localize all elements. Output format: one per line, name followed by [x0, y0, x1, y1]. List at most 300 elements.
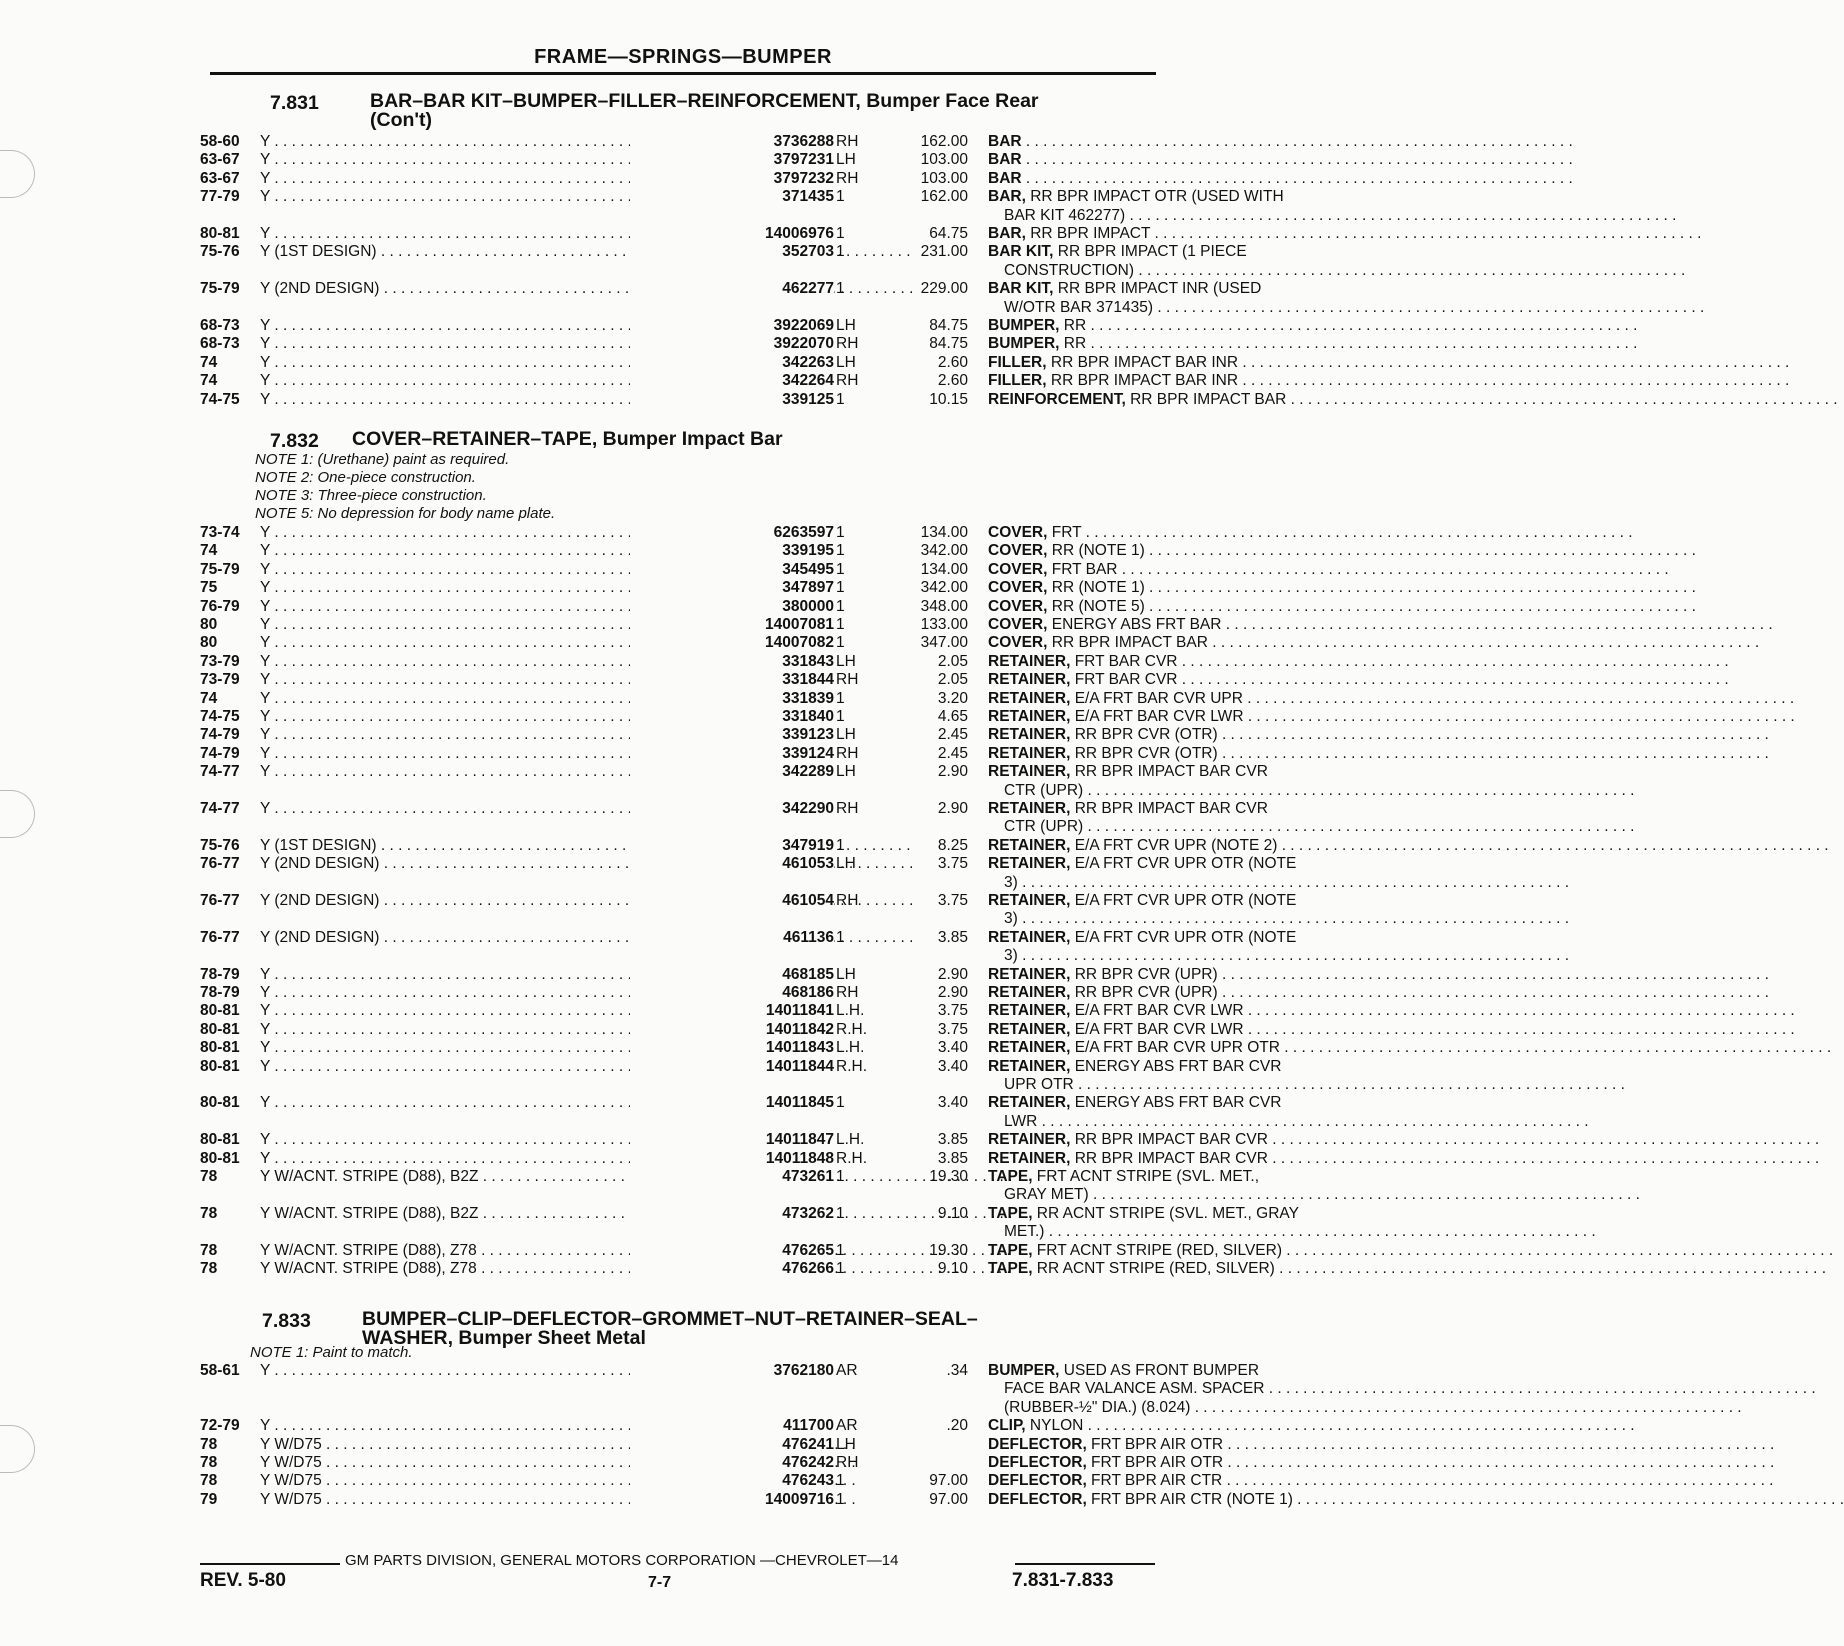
quantity: R.H.	[836, 1057, 867, 1075]
price: 162.00	[920, 133, 968, 150]
price: 342.00	[920, 579, 968, 597]
model-year: 76-77	[200, 928, 240, 946]
model-year: 78-79	[200, 984, 240, 1001]
part-number: 14011845	[630, 1094, 834, 1112]
part-name	[988, 317, 1358, 335]
price: 342.00	[920, 542, 968, 560]
model-year: 74	[200, 689, 218, 707]
quantity: 1	[836, 225, 845, 242]
part-name	[988, 1472, 1358, 1490]
price: 134.00	[920, 560, 968, 578]
model-year: 58-60	[200, 133, 240, 150]
footer-page-number: 7-7	[648, 1574, 672, 1591]
part-name-line: RETAINER, FRT BAR CVR . . .	[988, 653, 1358, 671]
quantity: RH	[836, 169, 859, 187]
model-year: 74-77	[200, 763, 240, 781]
model-year: 76-79	[200, 597, 240, 615]
model-year: 78	[200, 1260, 218, 1277]
quantity: LH	[836, 763, 856, 781]
part-number: 3797232	[630, 170, 834, 188]
part-name-line: RETAINER, E/A FRT BAR CVR UPR OTR . . .	[988, 1039, 1358, 1057]
part-name-keyword: TAPE,	[988, 1260, 1033, 1277]
quantity: 1	[836, 616, 845, 633]
model-year: 75-79	[200, 560, 240, 578]
quantity: RH	[836, 133, 859, 150]
price: 97.00	[929, 1472, 968, 1490]
usage-description: Y . . .	[260, 354, 730, 372]
price: 10.15	[929, 390, 968, 408]
quantity: RH	[836, 744, 859, 762]
usage-description: Y . . .	[260, 1058, 730, 1076]
part-name-keyword: TAPE,	[988, 1168, 1033, 1185]
model-year: 80	[200, 634, 218, 652]
part-name-line: CLIP, NYLON . . .	[988, 1417, 1358, 1435]
part-number: 342263	[630, 354, 834, 372]
usage-description: Y . . .	[260, 745, 730, 763]
part-name-continued: LWR . . .	[988, 1113, 1358, 1131]
usage-description: Y W/ACNT. STRIPE (D88), Z78 . . .	[260, 1260, 730, 1278]
part-name-line: RETAINER, E/A FRT CVR UPR (NOTE 2) . . .	[988, 837, 1358, 855]
part-name-line: RETAINER, RR BPR IMPACT BAR CVR	[988, 800, 1268, 817]
part-name-keyword: RETAINER,	[988, 1039, 1071, 1057]
price: 103.00	[920, 169, 968, 187]
section-title: COVER–RETAINER–TAPE, Bumper Impact Bar	[352, 428, 783, 450]
part-name	[988, 335, 1358, 353]
price: 134.00	[920, 524, 968, 541]
part-name-line	[988, 133, 1358, 151]
part-number: 352703	[630, 243, 834, 261]
quantity: 1	[836, 597, 845, 615]
part-number: 3922070	[630, 335, 834, 353]
model-year: 74-79	[200, 726, 240, 744]
part-number: 347897	[630, 579, 834, 597]
part-name-keyword: RETAINER,	[988, 726, 1071, 744]
part-name	[988, 1205, 1358, 1242]
price: 2.05	[937, 671, 968, 689]
quantity: AR	[836, 1362, 858, 1379]
binder-hole-bottom	[0, 1425, 35, 1473]
part-name-keyword: TAPE,	[988, 1204, 1033, 1222]
model-year: 78-79	[200, 965, 240, 983]
price: 4.65	[937, 708, 968, 725]
footer-section-range: 7.831-7.833	[1012, 1570, 1114, 1591]
part-number: 6263597	[630, 524, 834, 542]
model-year: 74-75	[200, 390, 240, 408]
model-year: 80-81	[200, 1131, 240, 1149]
quantity: 1	[836, 1472, 845, 1490]
part-number: 14011848	[630, 1150, 834, 1168]
part-name-line: TAPE, RR ACNT STRIPE (RED, SILVER) . . .	[988, 1260, 1358, 1278]
model-year: 68-73	[200, 317, 240, 334]
part-number: 14006976	[630, 225, 834, 243]
price: 3.75	[937, 1002, 968, 1020]
model-year: 74	[200, 372, 218, 390]
section-note: NOTE 5: No depression for body name plate.	[255, 505, 556, 522]
part-name	[988, 1260, 1358, 1278]
quantity: 1	[836, 708, 845, 725]
model-year: 78	[200, 1454, 218, 1471]
part-number: 14011841	[630, 1002, 834, 1020]
part-name-line: DEFLECTOR, FRT BPR AIR CTR (NOTE 1) . . .	[988, 1491, 1358, 1509]
model-year: 79	[200, 1490, 218, 1508]
part-number: 342290	[630, 800, 834, 818]
model-year: 78	[200, 1168, 218, 1185]
quantity: RH	[836, 892, 859, 909]
usage-description: Y W/ACNT. STRIPE (D88), B2Z . . .	[260, 1205, 730, 1223]
price: 229.00	[920, 280, 968, 298]
quantity: 1	[836, 689, 845, 707]
usage-description: Y . . .	[260, 391, 730, 409]
part-number: 476243	[630, 1472, 834, 1490]
part-name-line: COVER, RR BPR IMPACT BAR . . .	[988, 634, 1358, 652]
usage-description: Y (2ND DESIGN) . . .	[260, 855, 730, 873]
quantity: RH	[836, 800, 859, 817]
part-name-keyword: RETAINER,	[988, 965, 1071, 983]
price: 84.75	[929, 335, 968, 353]
part-name	[988, 225, 1358, 243]
part-name-line: DEFLECTOR, FRT BPR AIR CTR . . .	[988, 1472, 1358, 1490]
price: 97.00	[929, 1490, 968, 1508]
quantity: 1	[836, 280, 845, 298]
part-name	[988, 524, 1358, 542]
quantity: LH	[836, 317, 856, 334]
part-name-keyword: RETAINER,	[988, 928, 1071, 946]
price: 3.40	[937, 1094, 968, 1112]
part-name	[988, 616, 1358, 634]
part-name	[988, 1058, 1358, 1095]
quantity: 1	[836, 1204, 845, 1222]
usage-description: Y . . .	[260, 726, 730, 744]
usage-description: Y W/D75 . . .	[260, 1454, 730, 1472]
model-year: 80	[200, 616, 218, 633]
quantity: AR	[836, 1417, 858, 1435]
part-name-continued: GRAY MET) . . .	[988, 1186, 1358, 1204]
usage-description: Y (2ND DESIGN) . . .	[260, 280, 730, 298]
price: 2.90	[937, 984, 968, 1001]
part-name-line: COVER, FRT BAR . . .	[988, 561, 1358, 579]
quantity: RH	[836, 1454, 859, 1471]
usage-description: Y . . .	[260, 1021, 730, 1039]
usage-description: Y . . .	[260, 170, 730, 188]
usage-description: Y . . .	[260, 372, 730, 390]
quantity: L.H.	[836, 1039, 865, 1057]
model-year: 80-81	[200, 1002, 240, 1020]
usage-description: Y . . .	[260, 317, 730, 335]
usage-description: Y . . .	[260, 1417, 730, 1435]
part-name	[988, 1021, 1358, 1039]
model-year: 74-79	[200, 744, 240, 762]
part-name	[988, 1002, 1358, 1020]
usage-description: Y . . .	[260, 616, 730, 634]
quantity: 1	[836, 390, 845, 408]
quantity: RH	[836, 335, 859, 353]
section-number: 7.833	[262, 1310, 311, 1332]
quantity: 1	[836, 560, 845, 578]
part-name-line: RETAINER, RR BPR IMPACT BAR CVR . . .	[988, 1150, 1358, 1168]
part-name-keyword: DEFLECTOR,	[988, 1435, 1087, 1453]
price: 3.85	[937, 928, 968, 946]
part-name-keyword: COVER,	[988, 616, 1048, 633]
part-number: 411700	[630, 1417, 834, 1435]
usage-description: Y . . .	[260, 225, 730, 243]
part-name-keyword: CLIP,	[988, 1417, 1026, 1435]
price: 2.90	[937, 965, 968, 983]
usage-description: Y . . .	[260, 708, 730, 726]
footer-corporation: GM PARTS DIVISION, GENERAL MOTORS CORPORATION —CHEVROLET—14	[345, 1552, 899, 1569]
usage-description: Y . . .	[260, 151, 730, 169]
price: 84.75	[929, 317, 968, 334]
section-note: NOTE 2: One-piece construction.	[255, 469, 476, 486]
part-name-line: DEFLECTOR, FRT BPR AIR OTR . . .	[988, 1436, 1358, 1454]
model-year: 73-79	[200, 652, 240, 670]
part-number: 342289	[630, 763, 834, 781]
part-name	[988, 280, 1358, 317]
part-number: 476265	[630, 1242, 834, 1260]
model-year: 74	[200, 353, 218, 371]
usage-description: Y . . .	[260, 966, 730, 984]
model-year: 68-73	[200, 335, 240, 353]
part-number: 3736288	[630, 133, 834, 151]
part-name	[988, 892, 1358, 929]
part-number: 476241	[630, 1436, 834, 1454]
part-name	[988, 1436, 1358, 1454]
model-year: 75-76	[200, 243, 240, 261]
part-name	[988, 151, 1358, 169]
quantity: RH	[836, 671, 859, 689]
part-name-keyword: TAPE,	[988, 1241, 1033, 1259]
price: 2.60	[937, 353, 968, 371]
header-rule	[210, 72, 1156, 75]
model-year: 73-74	[200, 524, 240, 541]
price: 347.00	[920, 634, 968, 652]
price: 3.85	[937, 1131, 968, 1149]
section-title-continued: (Con't)	[370, 109, 433, 131]
price: 103.00	[920, 151, 968, 169]
part-number: 345495	[630, 561, 834, 579]
model-year: 78	[200, 1241, 218, 1259]
usage-description: Y . . .	[260, 690, 730, 708]
part-name-keyword: RETAINER,	[988, 836, 1071, 854]
model-year: 74-75	[200, 708, 240, 725]
price: 231.00	[920, 243, 968, 261]
part-name	[988, 1168, 1358, 1205]
section-number: 7.831	[270, 92, 319, 114]
part-name-keyword: BUMPER,	[988, 317, 1060, 334]
quantity: 1	[836, 1094, 845, 1112]
part-name-line: TAPE, RR ACNT STRIPE (SVL. MET., GRAY	[988, 1204, 1299, 1222]
part-name-line: BAR KIT, RR BPR IMPACT (1 PIECE	[988, 243, 1247, 261]
usage-description: Y . . .	[260, 653, 730, 671]
part-name-keyword: RETAINER,	[988, 671, 1071, 689]
usage-description: Y . . .	[260, 1002, 730, 1020]
price: 64.75	[929, 225, 968, 242]
quantity: L.H.	[836, 1131, 865, 1149]
part-name-line: RETAINER, E/A FRT BAR CVR LWR . . .	[988, 1021, 1358, 1039]
usage-description: Y . . .	[260, 188, 730, 206]
price: .34	[946, 1362, 968, 1379]
part-name	[988, 1150, 1358, 1168]
part-name	[988, 708, 1358, 726]
part-number: 342264	[630, 372, 834, 390]
part-number: 14011844	[630, 1058, 834, 1076]
model-year: 80-81	[200, 1057, 240, 1075]
part-number: 468185	[630, 966, 834, 984]
part-name-line: FILLER, RR BPR IMPACT BAR INR . . .	[988, 372, 1358, 390]
model-year: 74-77	[200, 800, 240, 817]
price: 3.75	[937, 892, 968, 909]
binder-hole-top	[0, 150, 35, 198]
model-year: 80-81	[200, 1149, 240, 1167]
page-header-title: FRAME—SPRINGS—BUMPER	[534, 46, 832, 68]
model-year: 80-81	[200, 1039, 240, 1057]
quantity: 1	[836, 1168, 845, 1185]
quantity: 1	[836, 1241, 845, 1259]
part-name	[988, 561, 1358, 579]
quantity: 1	[836, 634, 845, 652]
part-name-line	[988, 151, 1358, 169]
part-name-keyword: RETAINER,	[988, 984, 1071, 1001]
part-name-keyword: DEFLECTOR,	[988, 1454, 1087, 1471]
part-name-continued: 3) . . .	[988, 910, 1358, 928]
part-number: 14009716	[630, 1491, 834, 1509]
part-name	[988, 671, 1358, 689]
part-name	[988, 170, 1358, 188]
quantity: LH	[836, 726, 856, 744]
part-name-keyword: BAR,	[988, 188, 1026, 206]
part-name	[988, 690, 1358, 708]
model-year: 78	[200, 1204, 218, 1222]
model-year: 78	[200, 1435, 218, 1453]
part-number: 473262	[630, 1205, 834, 1223]
part-name-keyword: RETAINER,	[988, 855, 1071, 873]
usage-description: Y . . .	[260, 133, 730, 151]
part-name-line: RETAINER, E/A FRT BAR CVR UPR . . .	[988, 690, 1358, 708]
part-number: 380000	[630, 598, 834, 616]
part-name-keyword: RETAINER,	[988, 1094, 1071, 1112]
part-number: 339124	[630, 745, 834, 763]
price: 3.75	[937, 855, 968, 873]
quantity: 1	[836, 836, 845, 854]
part-name-keyword: COVER,	[988, 634, 1048, 652]
part-name-line: BUMPER, USED AS FRONT BUMPER	[988, 1362, 1260, 1379]
quantity: RH	[836, 372, 859, 390]
usage-description: Y . . .	[260, 561, 730, 579]
section-number: 7.832	[270, 430, 319, 452]
part-number: 476266	[630, 1260, 834, 1278]
part-name	[988, 1491, 1358, 1509]
price: 9.10	[937, 1204, 968, 1222]
part-name	[988, 243, 1358, 280]
model-year: 78	[200, 1472, 218, 1490]
usage-description: Y W/D75 . . .	[260, 1472, 730, 1490]
usage-description: Y . . .	[260, 335, 730, 353]
quantity: RH	[836, 984, 859, 1001]
part-name	[988, 800, 1358, 837]
model-year: 75-76	[200, 836, 240, 854]
part-name	[988, 966, 1358, 984]
part-name-keyword: BAR	[988, 133, 1022, 150]
part-name-line: COVER, FRT . . .	[988, 524, 1358, 542]
usage-description: Y . . .	[260, 984, 730, 1002]
part-name-keyword: RETAINER,	[988, 1002, 1071, 1020]
section-title-text: BAR–BAR KIT–BUMPER–FILLER–REINFORCEMENT, Bumper Face Rear	[370, 90, 1039, 112]
part-name-keyword: BAR KIT,	[988, 243, 1054, 261]
part-name-line: RETAINER, E/A FRT BAR CVR LWR . . .	[988, 1002, 1358, 1020]
part-name-line: DEFLECTOR, FRT BPR AIR OTR . . .	[988, 1454, 1358, 1472]
part-name-keyword: RETAINER,	[988, 1131, 1071, 1149]
part-name	[988, 133, 1358, 151]
part-name	[988, 579, 1358, 597]
section-note: NOTE 1: Paint to match.	[250, 1344, 413, 1361]
usage-description: Y W/ACNT. STRIPE (D88), B2Z . . .	[260, 1168, 730, 1186]
part-name	[988, 354, 1358, 372]
part-name-continued: UPR OTR . . .	[988, 1076, 1358, 1094]
usage-description: Y . . .	[260, 1131, 730, 1149]
usage-description: Y . . .	[260, 800, 730, 818]
part-name-keyword: BAR KIT,	[988, 280, 1054, 298]
part-name-keyword: RETAINER,	[988, 708, 1071, 725]
part-number: 14011843	[630, 1039, 834, 1057]
part-name-line: BAR, RR BPR IMPACT OTR (USED WITH	[988, 188, 1284, 206]
part-name-keyword: BAR,	[988, 225, 1026, 242]
price: 3.75	[937, 1020, 968, 1038]
section-note: NOTE 3: Three-piece construction.	[255, 487, 487, 504]
price: 19.30	[929, 1241, 968, 1259]
usage-description: Y . . .	[260, 1362, 730, 1380]
section-note: NOTE 1: (Urethane) paint as required.	[255, 451, 510, 468]
footer-rule-left	[200, 1563, 340, 1565]
part-name-line: RETAINER, E/A FRT CVR UPR OTR (NOTE	[988, 892, 1297, 909]
model-year: 73-79	[200, 671, 240, 689]
quantity: R.H.	[836, 1020, 867, 1038]
usage-description: Y W/D75 . . .	[260, 1491, 730, 1509]
model-year: 80-81	[200, 1094, 240, 1112]
part-name-line: RETAINER, FRT BAR CVR . . .	[988, 671, 1358, 689]
part-name	[988, 634, 1358, 652]
part-number: 3762180	[630, 1362, 834, 1380]
quantity: LH	[836, 652, 856, 670]
part-name-continued: FACE BAR VALANCE ASM. SPACER . . .	[988, 1380, 1358, 1398]
part-name-continued: 3) . . .	[988, 874, 1358, 892]
price: 9.10	[937, 1260, 968, 1277]
part-name-line: RETAINER, E/A FRT BAR CVR LWR . . .	[988, 708, 1358, 726]
part-number: 339195	[630, 542, 834, 560]
part-name-line: RETAINER, ENERGY ABS FRT BAR CVR	[988, 1094, 1282, 1112]
usage-description: Y . . .	[260, 579, 730, 597]
usage-description: Y . . .	[260, 763, 730, 781]
part-name-line: RETAINER, E/A FRT CVR UPR OTR (NOTE	[988, 928, 1297, 946]
part-name-line: TAPE, FRT ACNT STRIPE (SVL. MET.,	[988, 1168, 1260, 1185]
usage-description: Y W/ACNT. STRIPE (D88), Z78 . . .	[260, 1242, 730, 1260]
part-name-line: COVER, RR (NOTE 1) . . .	[988, 579, 1358, 597]
part-name-continued: MET.) . . .	[988, 1223, 1358, 1241]
usage-description: Y . . .	[260, 1150, 730, 1168]
part-name-continued: W/OTR BAR 371435) . . .	[988, 299, 1358, 317]
quantity: 1	[836, 1260, 845, 1277]
part-name-continued: 3) . . .	[988, 947, 1358, 965]
part-number: 461054	[630, 892, 834, 910]
part-name-keyword: BAR	[988, 151, 1022, 169]
usage-description: Y . . .	[260, 1094, 730, 1112]
quantity: L.H.	[836, 1002, 865, 1020]
part-number: 461136	[630, 929, 834, 947]
quantity: 1	[836, 243, 845, 261]
usage-description: Y W/D75 . . .	[260, 1436, 730, 1454]
part-name-keyword: RETAINER,	[988, 1149, 1071, 1167]
usage-description: Y . . .	[260, 634, 730, 652]
part-name-line	[988, 170, 1358, 188]
part-name-continued: CTR (UPR) . . .	[988, 782, 1358, 800]
